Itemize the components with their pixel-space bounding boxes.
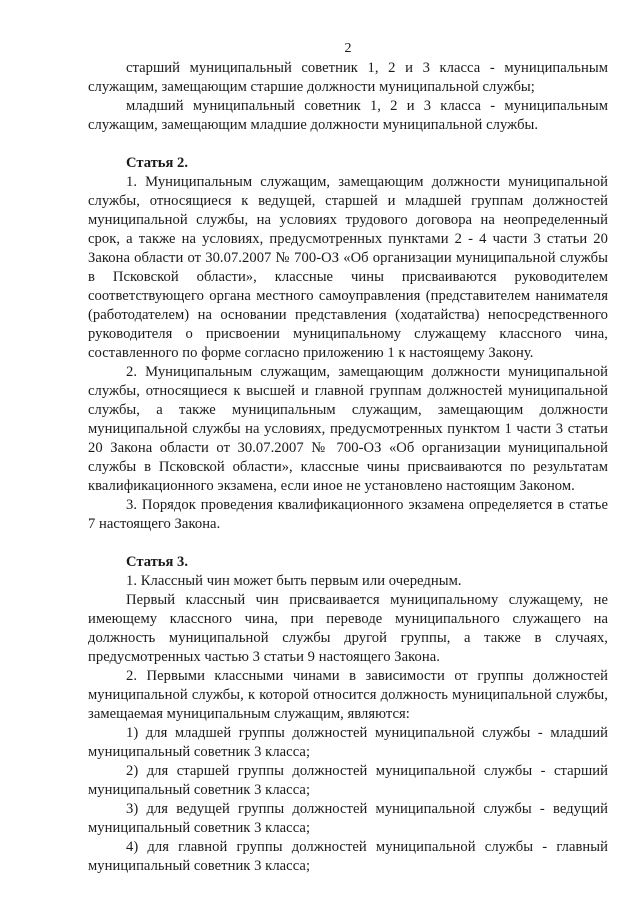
article-3-item-3: 3) для ведущей группы должностей муниципальной службы - ведущий муниципальный советник 3 класса; xyxy=(88,801,608,836)
article-3-item-2: 2) для старшей группы должностей муниципальной службы - старший муниципальный советник 3 класса; xyxy=(88,763,608,798)
article-3-paragraph-1: 1. Классный чин может быть первым или очередным. xyxy=(126,573,462,589)
page-number: 2 xyxy=(344,41,352,56)
article-3-heading: Статья 3. xyxy=(126,554,188,570)
spacer xyxy=(88,135,608,154)
intro-paragraph-2: младший муниципальный советник 1, 2 и 3 класса - муниципальным служащим, замещающим младшие должности муниципальной службы. xyxy=(88,98,608,133)
intro-paragraph-1: старший муниципальный советник 1, 2 и 3 класса - муниципальным служащим, замещающим старшие должности муниципальной службы; xyxy=(88,60,608,95)
article-2-paragraph-2: 2. Муниципальным служащим, замещающим должности муниципальной службы, относящиеся к высшей и главной группам должностей муниципальной службы, а также муниципальным служащим, замещающим должности муниципальной службы на условиях, предусмотренных пунктом 1 части 3 статьи 20 Закона области от 30.07.2007 № 700-ОЗ «Об организации муниципальной службы в Псковской области», классные чины присваиваются по результатам квалификационного экзамена, если иное не установлено настоящим Законом. xyxy=(88,364,608,494)
article-2-paragraph-1: 1. Муниципальным служащим, замещающим должности муниципальной службы, относящиеся к ведущей, старшей и младшей группам должностей муниципальной службы, на условиях трудового договора на неопределенный срок, а также на условиях, предусмотренных пунктами 2 - 4 части 3 статьи 20 Закона области от 30.07.2007 № 700-ОЗ «Об организации муниципальной службы в Псковской области», классные чины присваиваются руководителем соответствующего органа местного самоуправления (представителем нанимателя (работодателем) на основании представления (ходатайства) непосредственного руководителя о присвоении муниципальному служащему классного чина, составленного по форме согласно приложению 1 к настоящему Закону. xyxy=(88,174,608,361)
article-3-paragraph-3: 2. Первыми классными чинами в зависимости от группы должностей муниципальной службы, к которой относится должность муниципальной службы, замещаемая муниципальным служащим, являются: xyxy=(88,668,608,722)
article-2-heading: Статья 2. xyxy=(126,155,188,171)
article-3-item-4: 4) для главной группы должностей муниципальной службы - главный муниципальный советник 3 класса; xyxy=(88,839,608,874)
article-3-item-1: 1) для младшей группы должностей муниципальной службы - младший муниципальный советник 3 класса; xyxy=(88,725,608,760)
spacer xyxy=(88,534,608,553)
article-3-paragraph-2: Первый классный чин присваивается муниципальному служащему, не имеющему классного чина, при переводе муниципального служащего на должность муниципальной службы другой группы, а также в случаях, предусмотренных частью 3 статьи 9 настоящего Закона. xyxy=(88,592,608,665)
article-2-paragraph-3: 3. Порядок проведения квалификационного экзамена определяется в статье 7 настоящего Закона. xyxy=(88,497,608,532)
